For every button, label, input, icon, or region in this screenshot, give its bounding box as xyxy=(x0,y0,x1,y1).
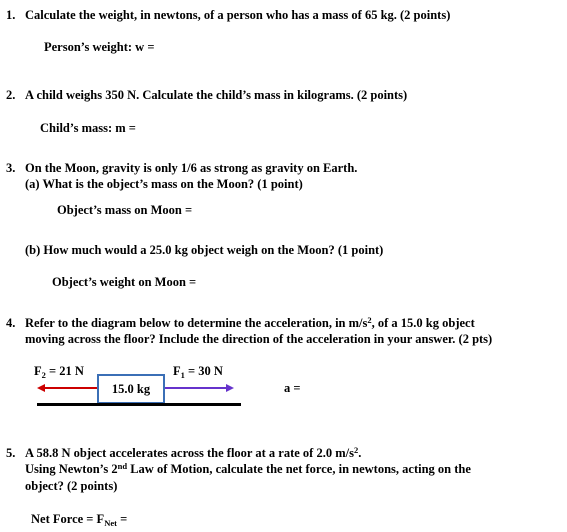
question-3a-answer-label: Object’s mass on Moon = xyxy=(57,203,193,217)
question-2 xyxy=(6,88,407,103)
question-3 xyxy=(6,161,357,176)
question-1 xyxy=(6,8,450,23)
question-4-answer-label: a = xyxy=(284,381,301,395)
mass-box-label: 15.0 kg xyxy=(111,382,151,396)
question-5-line2-b: Law of Motion, calculate the net force, in newtons, acting on the xyxy=(127,462,471,476)
question-4-number: 4. xyxy=(6,316,16,330)
question-5-superscript: 2 xyxy=(353,445,359,455)
force-1-arrowhead xyxy=(226,384,234,392)
net-force-subscript: Net xyxy=(104,518,117,528)
question-3-text: On the Moon, gravity is only 1/6 as strong as gravity on Earth. xyxy=(25,161,358,175)
question-3a-text: (a) What is the object’s mass on the Moon? (1 point) xyxy=(25,177,303,191)
question-2-answer-label: Child’s mass: m = xyxy=(40,121,136,135)
question-5-text-a: A 58.8 N object accelerates across the floor at a rate of 2.0 m/s xyxy=(25,446,354,460)
question-1-text: Calculate the weight, in newtons, of a person who has a mass of 65 kg. (2 points) xyxy=(25,8,451,22)
force-1-value: = 30 N xyxy=(184,364,223,378)
force-2-value: = 21 N xyxy=(45,364,84,378)
force-1-symbol: F xyxy=(173,364,181,378)
net-force-equals: = xyxy=(116,512,128,526)
question-5-number: 5. xyxy=(6,446,16,460)
question-1-answer-label: Person’s weight: w = xyxy=(44,40,155,54)
floor-line xyxy=(37,403,241,406)
force-1-subscript: 1 xyxy=(180,370,185,380)
question-4 xyxy=(6,316,475,332)
question-5-line2-superscript: nd xyxy=(117,461,128,471)
question-1-number: 1. xyxy=(6,8,16,22)
question-5-text-line3: object? (2 points) xyxy=(25,479,118,493)
question-5 xyxy=(6,446,361,462)
question-3b-text: (b) How much would a 25.0 kg object weigh on the Moon? (1 point) xyxy=(25,243,384,257)
question-3b-answer-label: Object’s weight on Moon = xyxy=(52,275,197,289)
question-5-text-line2 xyxy=(25,462,471,478)
force-2-arrowhead xyxy=(37,384,45,392)
question-3-number: 3. xyxy=(6,161,16,175)
force-2-symbol: F xyxy=(34,364,42,378)
question-4-text-line2: moving across the floor? Include the direction of the acceleration in your answer. (2 pts) xyxy=(25,332,493,346)
question-2-number: 2. xyxy=(6,88,16,102)
question-5-text-b: . xyxy=(358,446,362,460)
question-4-text-b: , of a 15.0 kg object xyxy=(371,316,475,330)
mass-box xyxy=(97,374,165,404)
question-4-superscript: 2 xyxy=(367,315,372,325)
question-5-answer-label xyxy=(31,512,127,528)
force-1-label xyxy=(173,364,223,380)
question-4-text-a: Refer to the diagram below to determine the acceleration, in m/s xyxy=(25,316,368,330)
net-force-text: Net Force = F xyxy=(31,512,105,526)
question-5-line2-a: Using Newton’s 2 xyxy=(25,462,118,476)
force-2-subscript: 2 xyxy=(41,370,46,380)
force-2-label xyxy=(34,364,84,380)
force-2-arrow xyxy=(44,387,97,389)
force-1-arrow xyxy=(164,387,226,389)
question-2-text: A child weighs 350 N. Calculate the child’s mass in kilograms. (2 points) xyxy=(25,88,408,102)
